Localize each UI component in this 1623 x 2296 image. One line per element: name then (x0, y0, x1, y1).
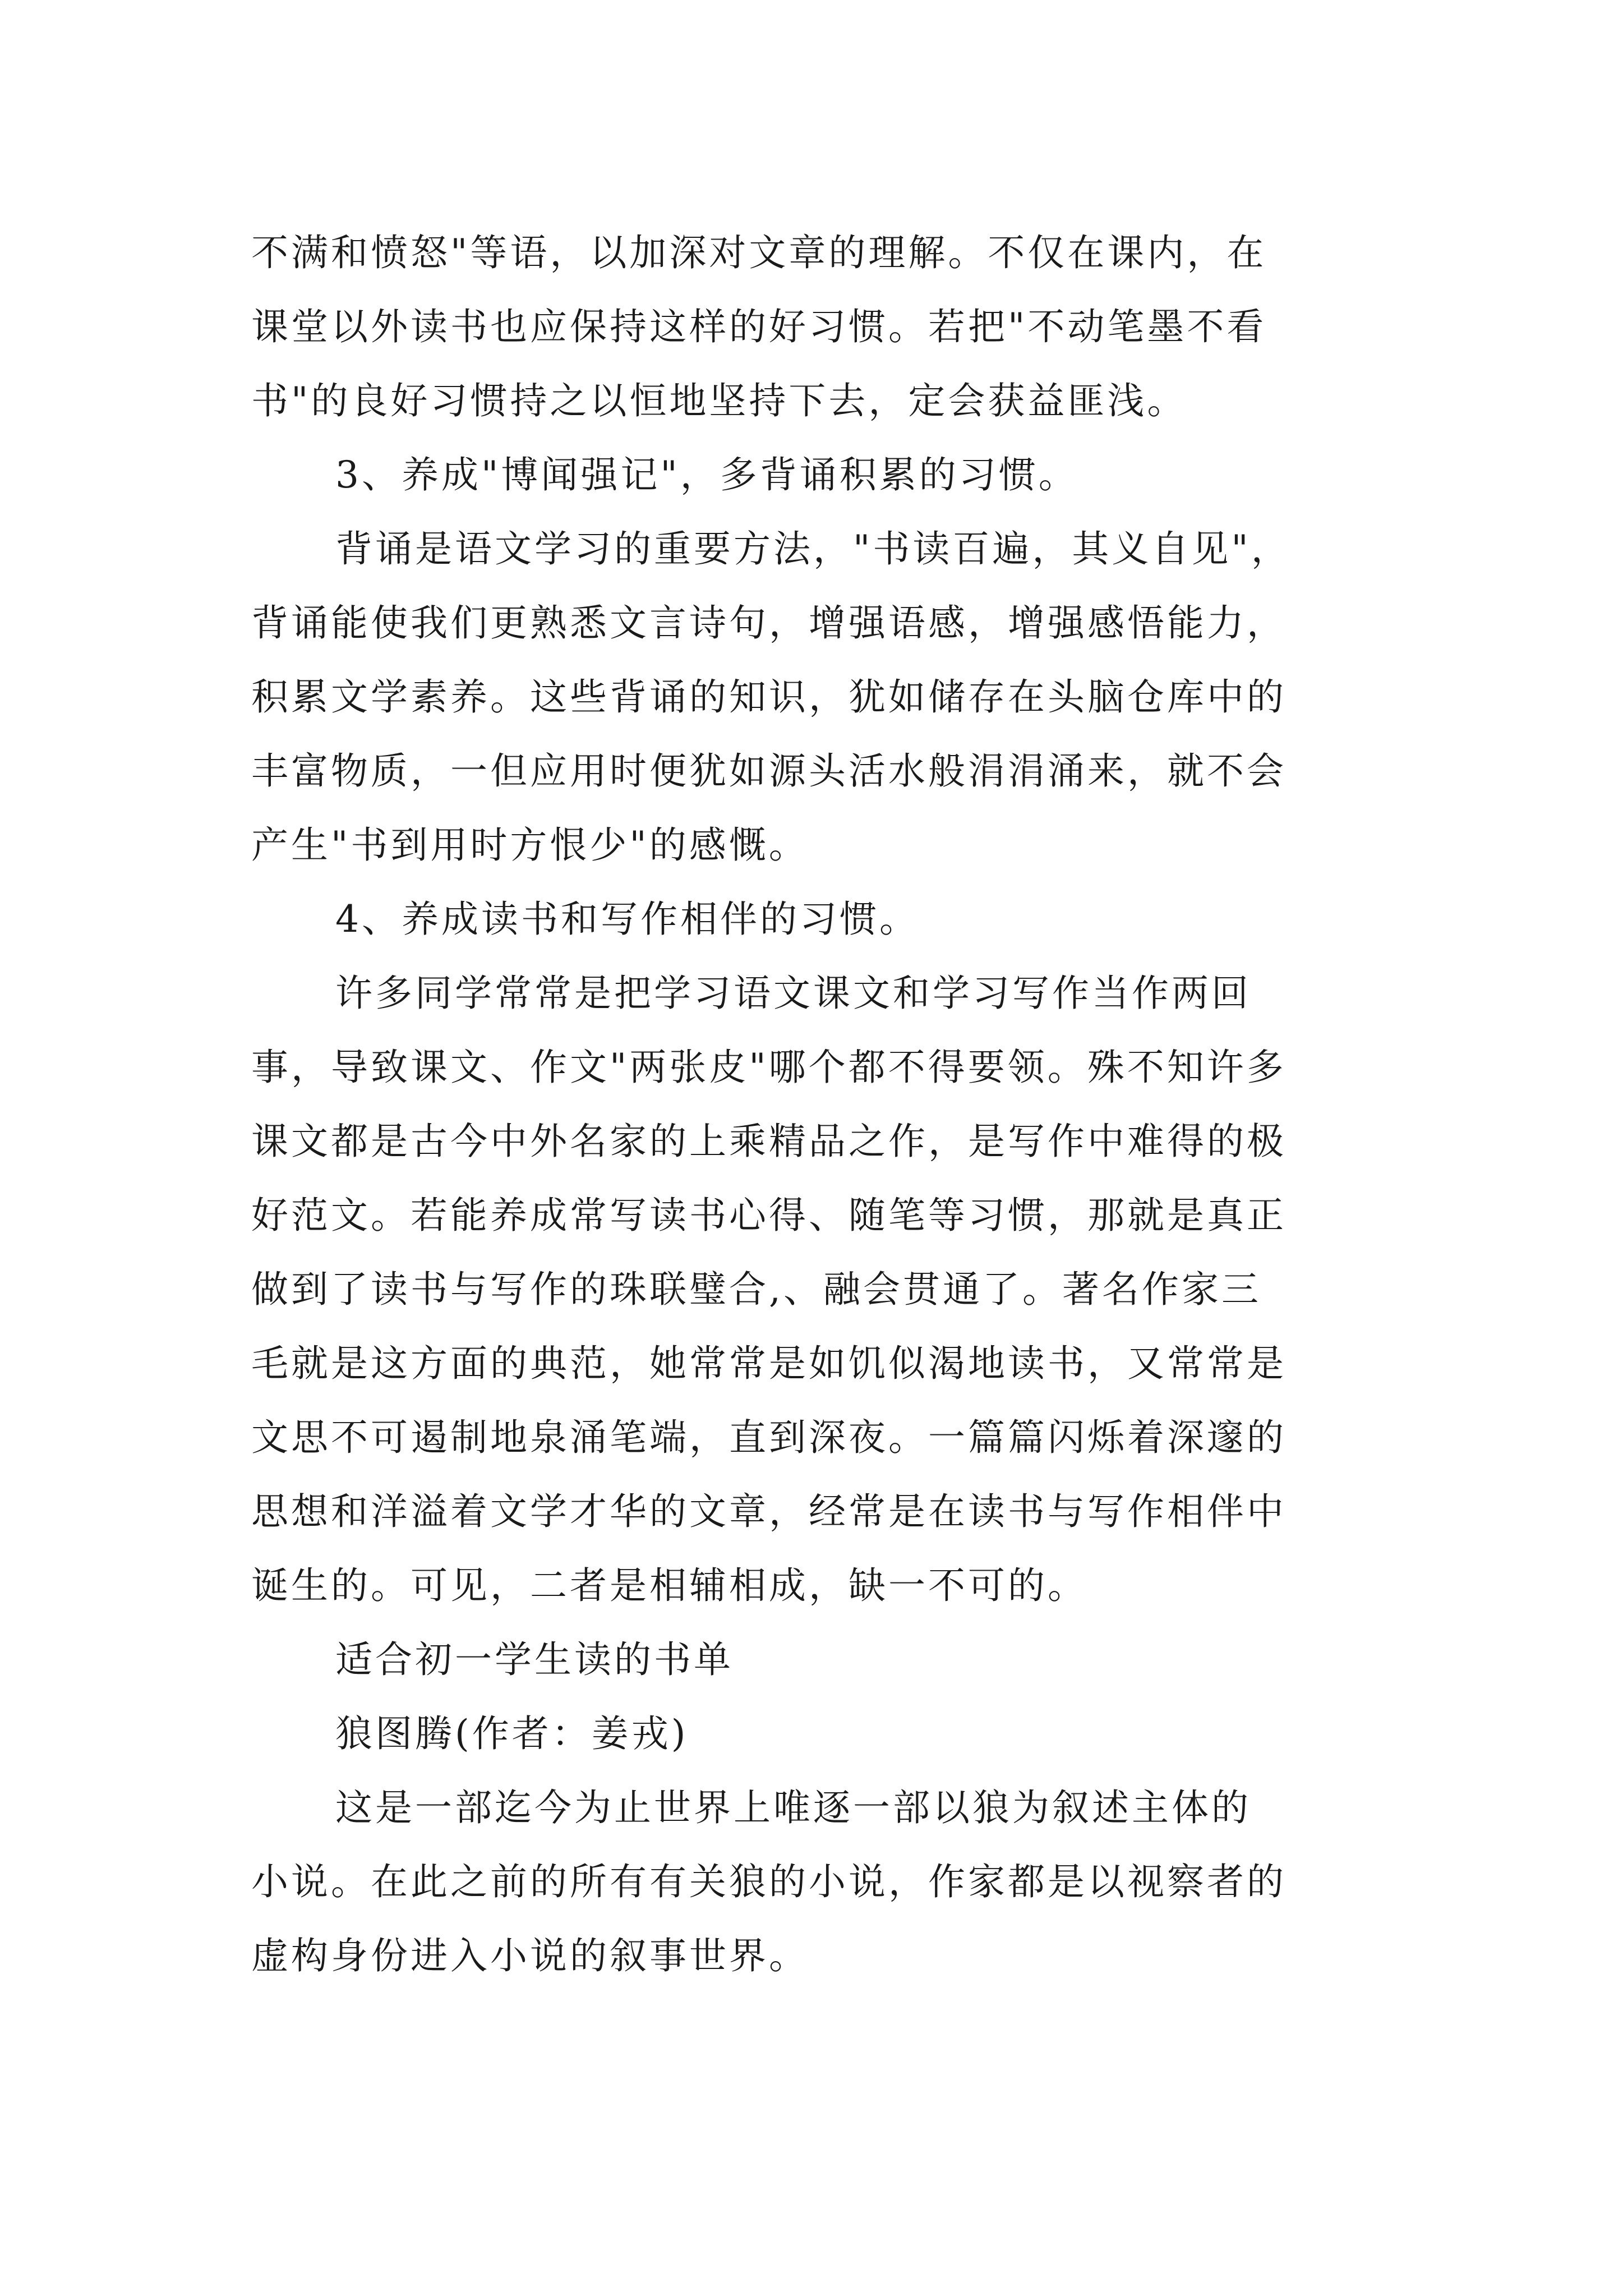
text-line: 虚构身份进入小说的叙事世界。 (251, 1934, 809, 1977)
text-line: 丰富物质，一但应用时便犹如源头活水般涓涓涌来，就不会 (251, 749, 1287, 793)
text-line: 课堂以外读书也应保持这样的好习惯。若把"不动笔墨不看 (251, 305, 1267, 348)
book-title: 狼图腾(作者：姜戎) (335, 1712, 689, 1755)
text-line: 背诵能使我们更熟悉文言诗句，增强语感，增强感悟能力， (251, 601, 1287, 645)
section-heading-3: 3、养成"博闻强记"，多背诵积累的习惯。 (335, 453, 1078, 496)
text-line: 毛就是这方面的典范，她常常是如饥似渴地读书，又常常是 (251, 1342, 1287, 1385)
book-list-heading: 适合初一学生读的书单 (335, 1638, 734, 1681)
text-line: 不满和愤怒"等语，以加深对文章的理解。不仅在课内，在 (251, 231, 1267, 274)
text-line: 背诵是语文学习的重要方法，"书读百遍，其义自见"， (335, 527, 1291, 570)
text-line: 许多同学常常是把学习语文课文和学习写作当作两回 (335, 972, 1251, 1015)
text-line: 好范文。若能养成常写读书心得、随笔等习惯，那就是真正 (251, 1194, 1287, 1237)
text-line: 事，导致课文、作文"两张皮"哪个都不得要领。殊不知许多 (251, 1046, 1287, 1089)
body-text (251, 216, 1395, 1993)
text-line: 产生"书到用时方恨少"的感慨。 (251, 823, 809, 867)
text-line: 诞生的。可见，二者是相辅相成，缺一不可的。 (251, 1564, 1087, 1607)
text-line: 思想和洋溢着文学才华的文章，经常是在读书与写作相伴中 (251, 1490, 1287, 1533)
text-line: 小说。在此之前的所有有关狼的小说，作家都是以视察者的 (251, 1860, 1287, 1903)
text-line: 积累文学素养。这些背诵的知识，犹如储存在头脑仓库中的 (251, 675, 1287, 719)
text-line: 书"的良好习惯持之以恒地坚持下去，定会获益匪浅。 (251, 379, 1187, 422)
text-line: 课文都是古今中外名家的上乘精品之作，是写作中难得的极 (251, 1120, 1287, 1163)
text-line: 文思不可遏制地泉涌笔端，直到深夜。一篇篇闪烁着深邃的 (251, 1416, 1287, 1459)
section-heading-4: 4、养成读书和写作相伴的习惯。 (335, 898, 919, 941)
text-line: 做到了读书与写作的珠联璧合,、融会贯通了。著名作家三 (251, 1268, 1261, 1311)
text-line: 这是一部迄今为止世界上唯逐一部以狼为叙述主体的 (335, 1786, 1251, 1829)
